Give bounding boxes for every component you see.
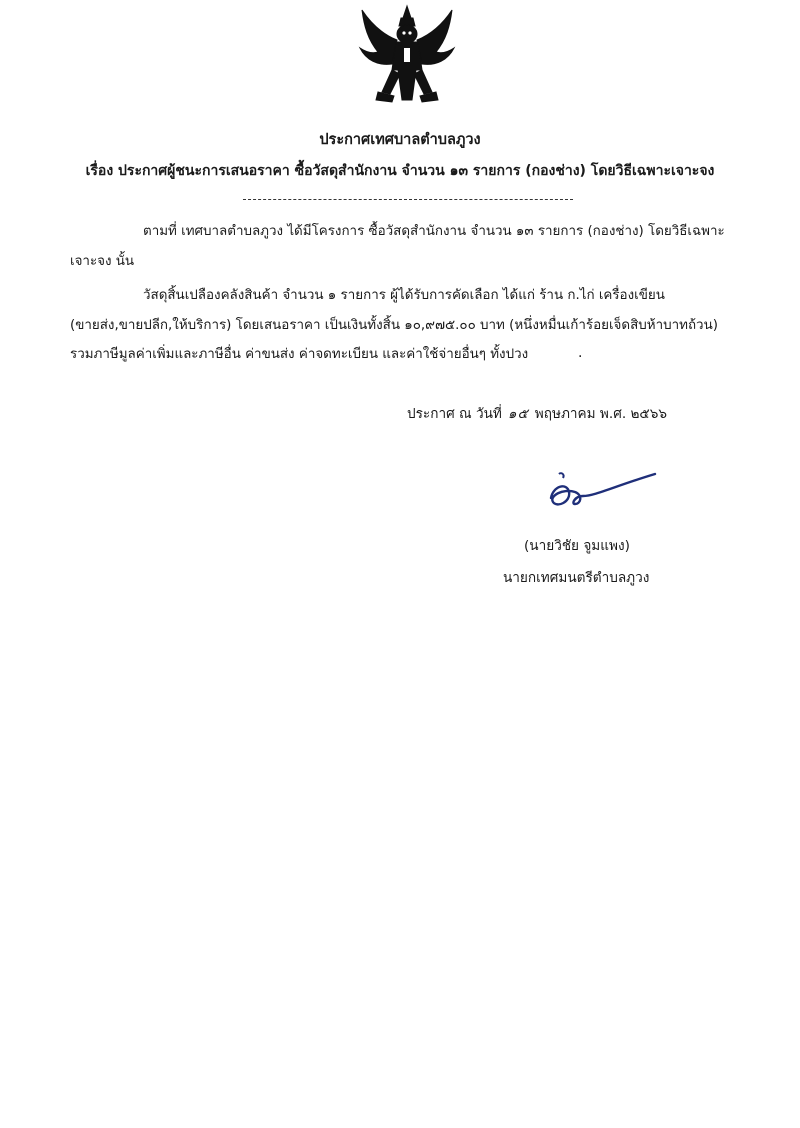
body-line-5: รวมภาษีมูลค่าเพิ่มและภาษีอื่น ค่าขนส่ง ค่าจดทะเบียน และค่าใช้จ่ายอื่นๆ ทั้งปวง [70, 347, 529, 362]
signatory-name: (นายวิชัย จูมแพง) [524, 538, 630, 554]
announcement-date [407, 402, 667, 424]
stray-mark: . [578, 345, 583, 361]
date-month-year: พฤษภาคม พ.ศ. ๒๕๖๖ [534, 406, 667, 422]
body-line-2: เจาะจง นั้น [70, 254, 135, 269]
body-line-4: (ขายส่ง,ขายปลีก,ให้บริการ) โดยเสนอราคา เป็นเงินทั้งสิ้น ๑๐,๙๗๕.๐๐ บาท (หนึ่งหมื่นเก้าร้อยเจ็ดสิบห้าบาทถ้วน) [70, 318, 718, 333]
date-prefix: ประกาศ ณ วันที่ [407, 406, 502, 422]
document-subject: เรื่อง ประกาศผู้ชนะการเสนอราคา ซื้อวัสดุสำนักงาน จำนวน ๑๓ รายการ (กองช่าง) โดยวิธีเฉพาะเจาะจง [85, 163, 715, 179]
body-line-1: ตามที่ เทศบาลตำบลภูวง ได้มีโครงการ ซื้อวัสดุสำนักงาน จำนวน ๑๓ รายการ (กองช่าง) โดยวิธีเฉพาะ [143, 224, 725, 239]
divider [243, 199, 573, 200]
document-title: ประกาศเทศบาลตำบลภูวง [319, 132, 481, 148]
signature-icon [545, 468, 660, 518]
body-line-3: วัสดุสิ้นเปลืองคลังสินค้า จำนวน ๑ รายการ ผู้ได้รับการคัดเลือก ได้แก่ ร้าน ก.ไก่ เครื่องเขียน [143, 288, 665, 303]
signatory-position: นายกเทศมนตรีตำบลภูวง [503, 570, 650, 586]
date-day: ๑๕ [507, 406, 529, 422]
garuda-emblem-icon [352, 4, 462, 112]
